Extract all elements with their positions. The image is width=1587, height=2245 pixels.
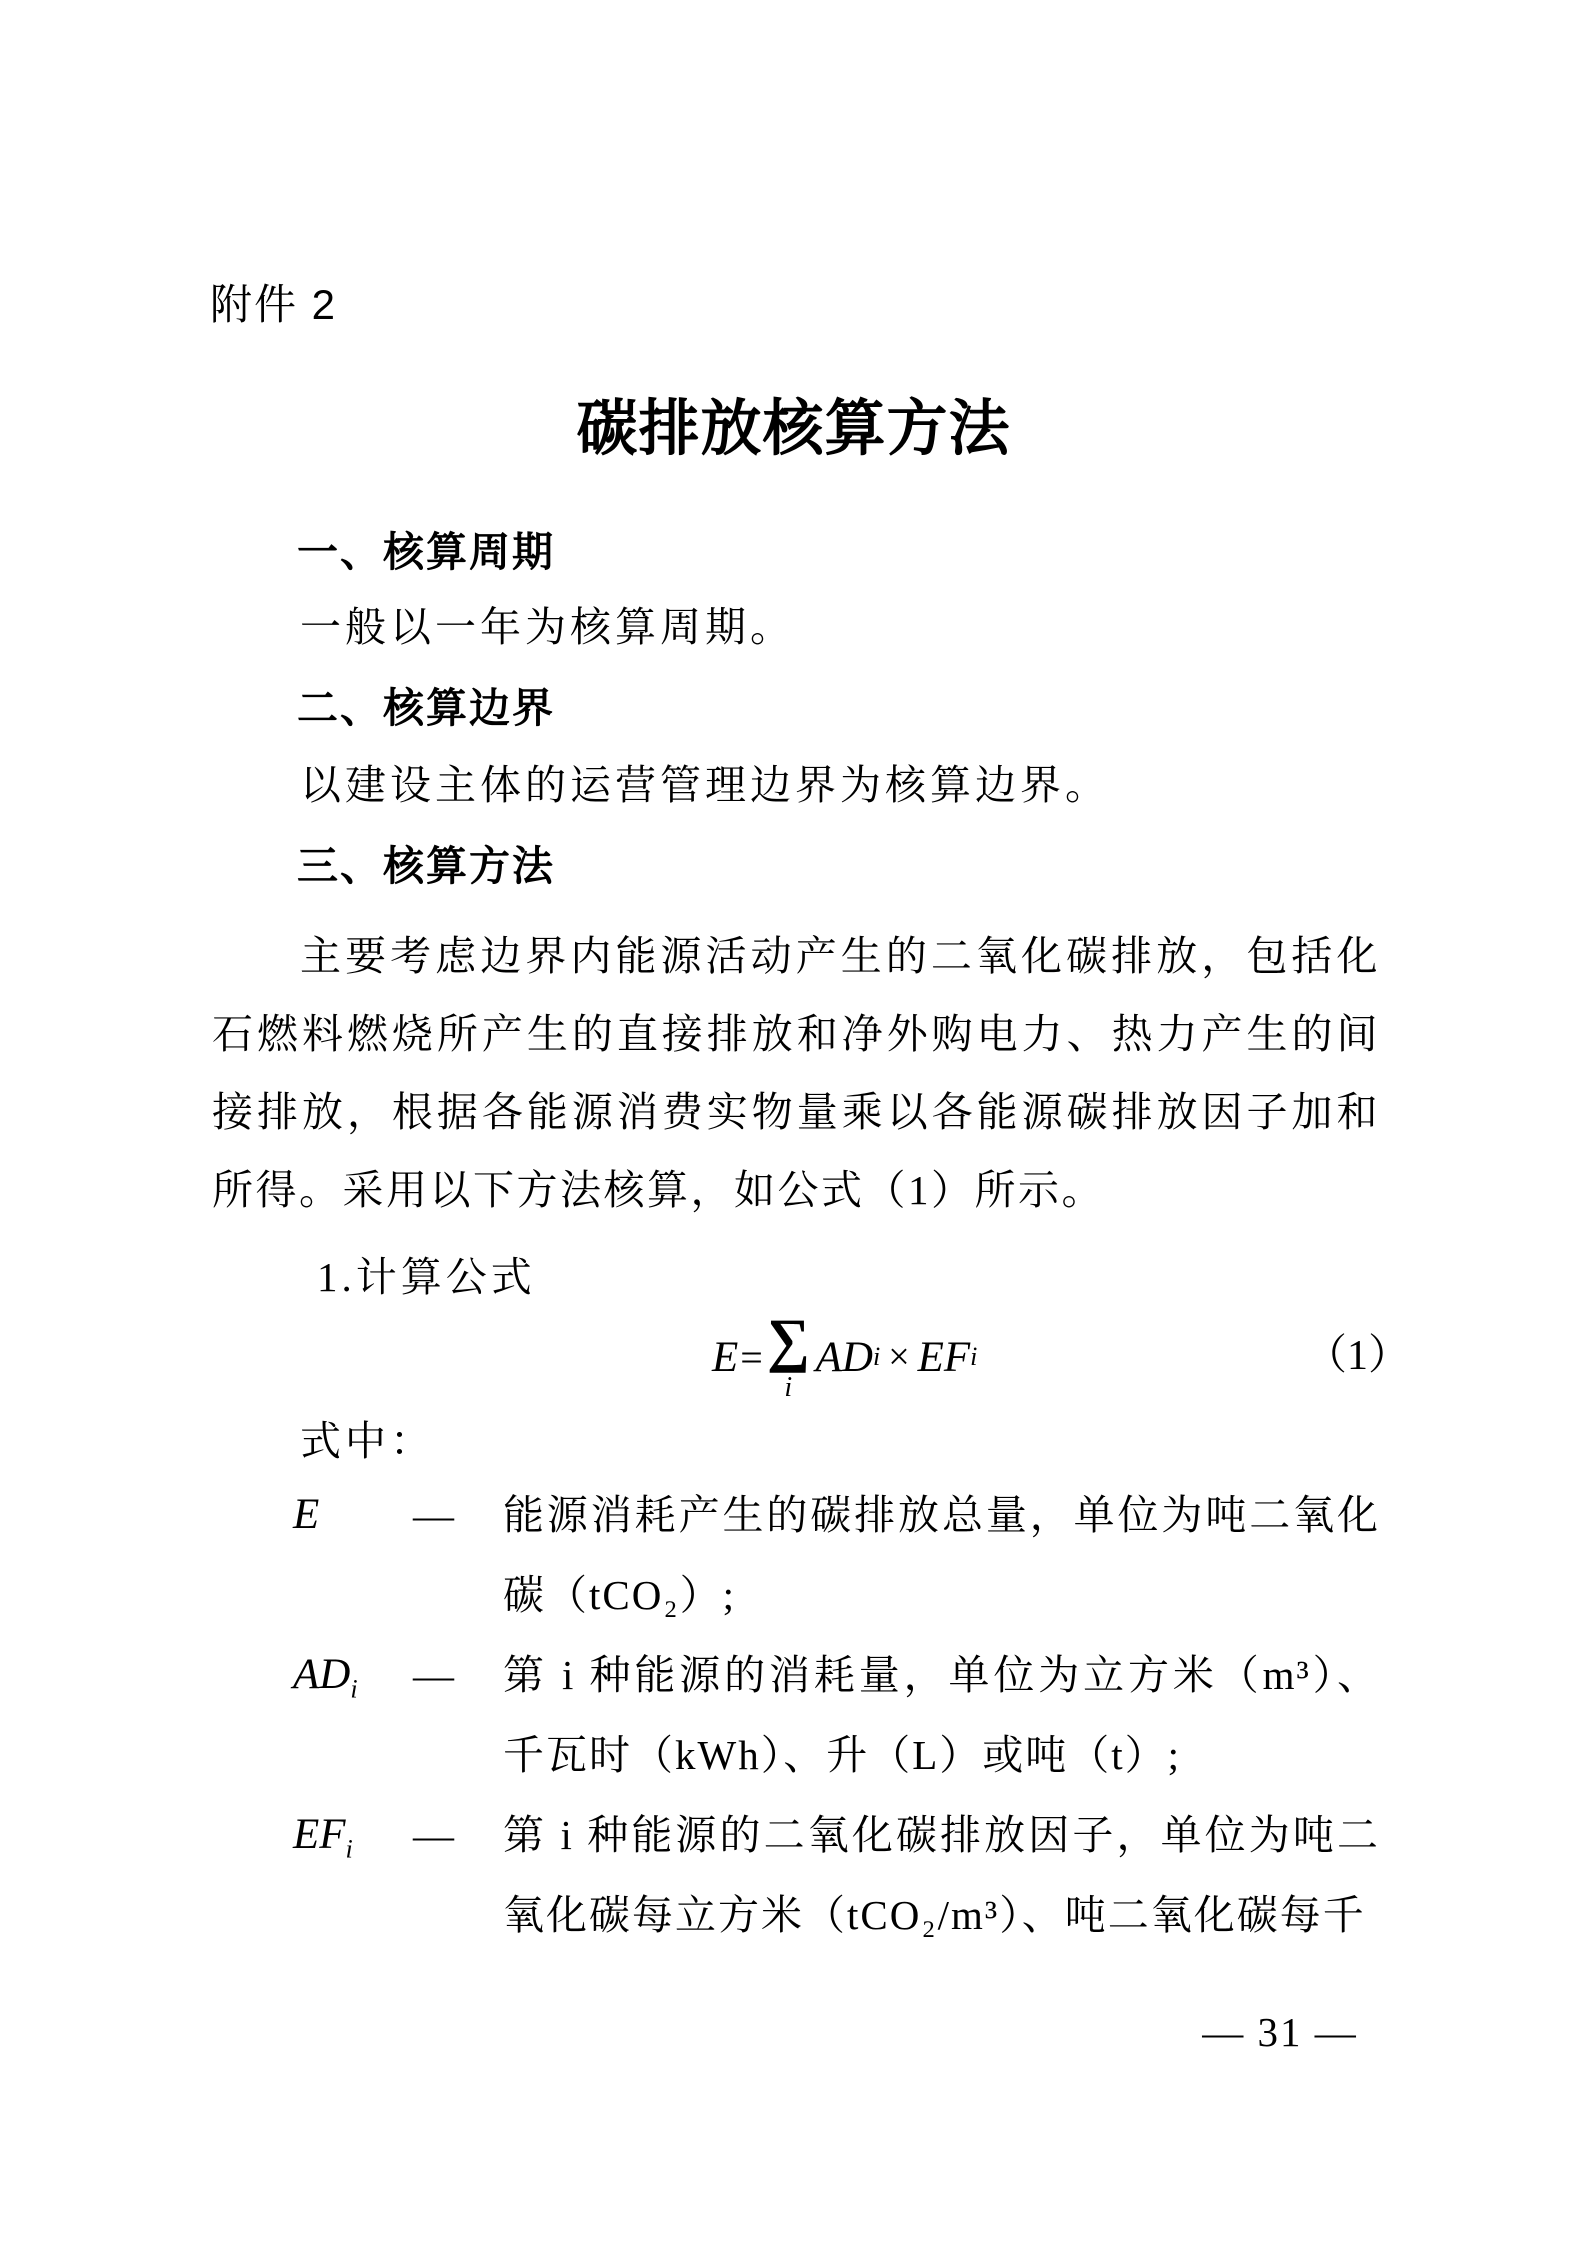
formula-term-AD: AD	[815, 1333, 873, 1381]
definition-dash: —	[413, 1652, 454, 1698]
section-paragraph-accounting-method: 主要考虑边界内能源活动产生的二氧化碳排放，包括化石燃料燃烧所产生的直接排放和净外购电力、热力产生的间接排放，根据各能源消费实物量乘以各能源碳排放因子加和所得。采用以下方法核算，如公式（1）所示。	[212, 933, 1380, 1213]
emission-formula: E = ∑ i AD i × EF i	[712, 1307, 978, 1403]
section-heading-accounting-boundary: 二、核算边界	[297, 685, 555, 731]
where-label: 式中：	[300, 1418, 435, 1464]
page-number: — 31 —	[1202, 2009, 1358, 2055]
definition-description: 第 i 种能源的消耗量，单位为立方米（m³）、千瓦时（kWh）、升（L）或吨（t）;	[503, 1652, 1380, 1778]
definition-description: 第 i 种能源的二氧化碳排放因子，单位为吨二氧化碳每立方米（tCO₂/m³）、吨二氧化碳每千	[503, 1812, 1380, 1938]
definition-symbol: $EF_i$	[293, 1811, 353, 1864]
page-title: 碳排放核算方法	[576, 396, 1011, 463]
equation-number: （1）	[1305, 1333, 1411, 1379]
definition-symbol: E	[293, 1491, 320, 1538]
section-heading-accounting-method: 三、核算方法	[297, 843, 555, 889]
summation-index: i	[784, 1372, 793, 1403]
section-body-accounting-period: 一般以一年为核算周期。	[300, 604, 795, 650]
definition-dash: —	[413, 1492, 454, 1538]
definition-row-EF	[212, 1795, 1380, 1955]
formula-subheading: 1.计算公式	[317, 1254, 536, 1300]
definition-description: 能源消耗产生的碳排放总量，单位为吨二氧化碳（tCO₂）;	[503, 1492, 1380, 1618]
section-heading-accounting-period: 一、核算周期	[297, 529, 555, 575]
formula-lhs-E: E	[712, 1333, 739, 1381]
definition-row-E	[212, 1475, 1380, 1635]
definition-dash: —	[413, 1812, 454, 1858]
summation-symbol	[766, 1307, 810, 1403]
multiplication-sign: ×	[888, 1336, 910, 1378]
sigma-icon: ∑	[766, 1307, 810, 1373]
formula-term-EF: EF	[917, 1333, 971, 1381]
definition-row-AD	[212, 1635, 1380, 1795]
section-body-accounting-boundary: 以建设主体的运营管理边界为核算边界。	[300, 762, 1110, 808]
definition-symbol: $AD_i$	[293, 1651, 358, 1704]
equals-sign: =	[740, 1334, 763, 1380]
attachment-label: 附件 2	[210, 281, 338, 328]
symbol-definitions	[212, 1475, 1380, 1955]
